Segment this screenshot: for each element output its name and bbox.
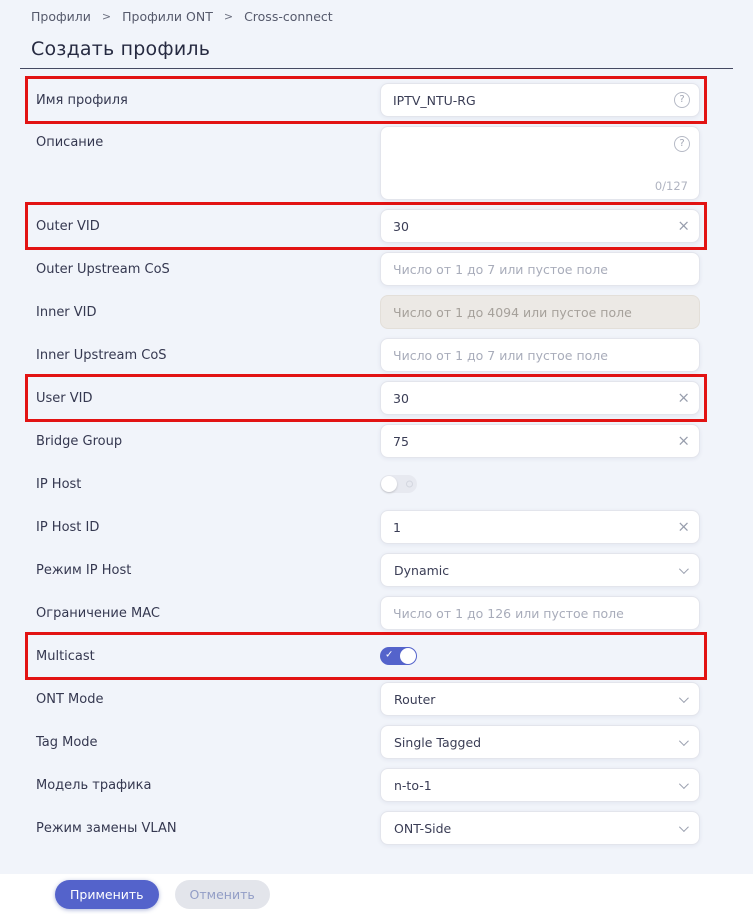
traffic-model-select[interactable] [380,768,700,802]
clear-icon[interactable]: × [677,517,690,536]
field-row-profile-name [32,83,700,117]
ip-host-mode-select[interactable] [380,553,700,587]
field-row-traffic-model [32,768,700,802]
field-row-multicast [32,639,700,673]
select-value: Single Tagged [394,734,482,750]
check-icon: ✓ [385,649,394,661]
profile-name-input[interactable] [380,83,700,117]
field-row-ip-host-mode [32,553,700,587]
vlan-replace-mode-label: Режим замены VLAN [36,820,177,836]
select-value: ONT-Side [394,820,452,836]
description-label: Описание [36,135,104,150]
bridge-group-label: Bridge Group [36,433,123,449]
field-row-inner-upstream-cos [32,338,700,372]
breadcrumb-profiles[interactable]: Профили [31,9,91,24]
inner-upstream-cos-input[interactable] [380,338,700,372]
ip-host-mode-label: Режим IP Host [36,562,132,578]
ip-host-toggle [380,475,417,493]
toggle-knob [400,648,416,664]
traffic-model-label: Модель трафика [36,777,152,793]
user-vid-label: User VID [36,390,93,406]
field-row-ont-mode [32,682,700,716]
toggle-knob [381,476,397,492]
field-row-outer-vid [32,209,700,243]
title-divider [20,68,733,69]
toggle-off-ring-icon [406,481,413,488]
multicast-label: Multicast [36,648,95,664]
outer-upstream-cos-label: Outer Upstream CoS [36,261,170,277]
breadcrumb-separator-icon: > [101,10,112,23]
field-row-tag-mode [32,725,700,759]
profile-name-label: Имя профиля [36,92,128,108]
mac-limit-label: Ограничение MAC [36,605,160,621]
field-row-outer-upstream-cos [32,252,700,286]
page-title: Создать профиль [31,38,211,60]
inner-vid-input [380,295,700,329]
clear-icon[interactable]: × [677,216,690,235]
ont-mode-select[interactable] [380,682,700,716]
field-row-bridge-group [32,424,700,458]
chevron-down-icon [679,822,689,832]
apply-button[interactable]: Применить [55,880,159,909]
chevron-down-icon [679,736,689,746]
select-value: n-to-1 [394,777,432,793]
form-actions [0,874,753,914]
outer-vid-label: Outer VID [36,218,100,234]
chevron-down-icon [679,693,689,703]
clear-icon[interactable]: × [677,431,690,450]
ont-mode-label: ONT Mode [36,691,104,707]
field-row-user-vid [32,381,700,415]
vlan-replace-mode-select[interactable] [380,811,700,845]
inner-upstream-cos-label: Inner Upstream CoS [36,347,167,363]
outer-vid-input[interactable] [380,209,700,243]
breadcrumb-cross-connect[interactable]: Cross-connect [244,9,333,24]
breadcrumb [0,0,753,24]
field-row-ip-host [32,467,700,501]
profile-form [0,83,753,845]
cancel-button[interactable]: Отменить [175,880,270,909]
bridge-group-input[interactable] [380,424,700,458]
field-row-mac-limit [32,596,700,630]
field-row-ip-host-id [32,510,700,544]
help-icon[interactable]: ? [674,136,690,152]
breadcrumb-separator-icon: > [223,10,234,23]
field-row-description [32,126,700,200]
chevron-down-icon [679,564,689,574]
breadcrumb-ont-profiles[interactable]: Профили ONT [122,9,213,24]
ip-host-label: IP Host [36,476,82,492]
field-row-vlan-replace-mode [32,811,700,845]
user-vid-input[interactable] [380,381,700,415]
outer-upstream-cos-input[interactable] [380,252,700,286]
description-textarea[interactable] [380,126,700,200]
select-value: Router [394,691,436,707]
help-icon[interactable]: ? [674,92,690,108]
ip-host-id-input[interactable] [380,510,700,544]
ip-host-id-label: IP Host ID [36,519,100,535]
mac-limit-input[interactable] [380,596,700,630]
char-counter: 0/127 [654,179,688,193]
tag-mode-select[interactable] [380,725,700,759]
tag-mode-label: Tag Mode [36,734,98,750]
multicast-toggle[interactable] [380,647,417,665]
clear-icon[interactable]: × [677,388,690,407]
select-value: Dynamic [394,562,450,578]
inner-vid-label: Inner VID [36,304,97,320]
chevron-down-icon [679,779,689,789]
field-row-inner-vid [32,295,700,329]
